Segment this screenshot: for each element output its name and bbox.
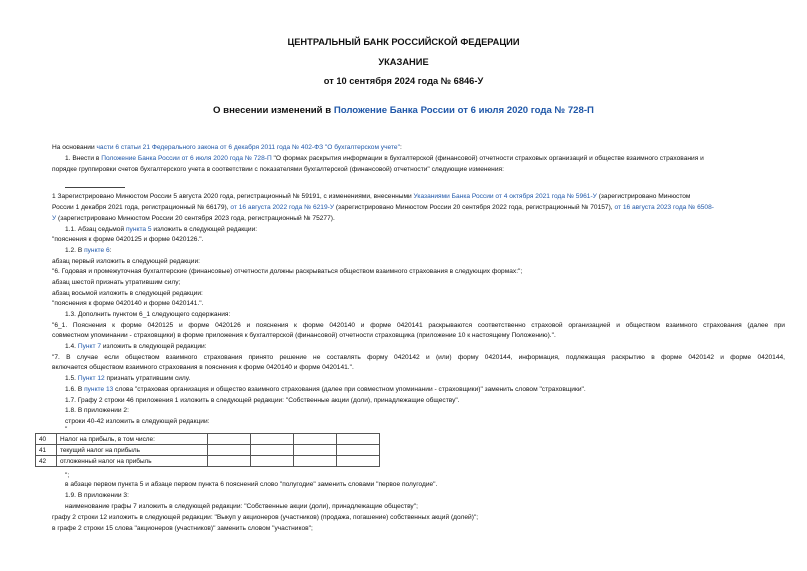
footnote-text: 1 Зарегистрировано Минюстом России 5 августа 2020 года, регистрационный № 59191, с изменениями, внесенными [52, 193, 414, 200]
item-1-9-a: наименование графы 7 изложить в следующей редакции: "Собственные акции (доли), принадлежащие обществу"; [65, 503, 418, 510]
empty-cell [208, 456, 251, 467]
item-1-2-a: абзац первый изложить в следующей редакции: [52, 258, 200, 265]
empty-cell [251, 456, 294, 467]
empty-cell [337, 456, 380, 467]
item-1-line-2: порядке группировки счетов бухгалтерского учета в соответствии с показателями бухгалтерской (финансовой) отчетности" следующие изменения: [52, 166, 504, 173]
point-7-link[interactable]: Пункт 7 [77, 343, 101, 350]
item-1-4 [65, 341, 785, 352]
footnote-line-3 [52, 213, 772, 224]
item-1-5-text: признать утратившим силу. [104, 375, 191, 382]
item-1-8-b: в абзаце первом пункта 5 и абзаце первом пункта 6 пояснений слово "полугодие" заменить словами "первое полугодие". [65, 481, 438, 488]
item-1-2 [65, 245, 785, 256]
regulation-link[interactable]: Положение Банка России от 6 июля 2020 года № 728-П [101, 155, 272, 162]
item-1-4-num: 1.4. [65, 343, 78, 350]
item-1-5 [65, 373, 785, 384]
item-1-3-quote-2: совместном упоминании - страховщики) в форме приложения к бухгалтерской (финансовой) отчетности страховщика (приложение 10 к настоящему Положению).". [52, 332, 556, 339]
footnote-link-1[interactable]: Указаниями Банка России от 4 октября 2021 года № 5961-У [413, 193, 597, 200]
footnote-text-4: (зарегистрировано Минюстом России 20 сентября 2023 года, регистрационный № 75277). [56, 215, 335, 222]
item-1-text: 1. Внести в [65, 155, 102, 162]
item-1-1-text-cont: изложить в следующей редакции: [151, 226, 258, 233]
item-1-6-text: слова "страховая организация и общество взаимного страхования (далее при совместном упоминании - страховщики)" заменить словом "страховщики". [113, 386, 586, 393]
document-date: от 10 сентября 2024 года № 6846-У [323, 76, 484, 86]
title-prefix: О внесении изменений в [213, 105, 334, 116]
point-5-link[interactable]: пункта 5 [125, 226, 152, 233]
empty-cell [251, 445, 294, 456]
item-1-4-text: изложить в следующей редакции: [101, 343, 207, 350]
item-1-line-1 [65, 153, 785, 164]
item-1-9-b: графу 2 строки 12 изложить в следующей редакции: "Выкуп у акционеров (участников) (продажа, погашение) собственных акций (долей)"; [52, 514, 479, 521]
item-1-2-d: абзац восьмой изложить в следующей редакции: [52, 290, 203, 297]
item-1-2-e: "пояснения к форме 0420140 и форме 0420141.". [52, 300, 204, 307]
basis-paragraph [52, 142, 772, 153]
title-link[interactable]: Положение Банка России от 6 июля 2020 года № 728-П [333, 105, 594, 116]
point-6-link[interactable]: пункте 6 [84, 247, 110, 254]
row-number: 42 [36, 456, 57, 467]
row-number: 41 [36, 445, 57, 456]
point-12-link[interactable]: Пункт 12 [77, 375, 105, 382]
item-1-2-b: "6. Годовая и промежуточная бухгалтерские (финансовые) отчетности должны раскрываться обществом взаимного страхования в следующих формах:"; [52, 268, 523, 275]
table-row [36, 456, 380, 467]
item-1-8-a: строки 40-42 изложить в следующей редакции: [65, 418, 210, 425]
empty-cell [294, 445, 337, 456]
item-1-6 [65, 384, 785, 395]
footnote-text-cont: (зарегистрировано Минюстом [596, 193, 691, 200]
item-1-4-quote-1: "7. В случае если обществом взаимного страхования принято решение не составлять форму 0420142 и (или) форму 0420144, информация, подлежащая раскрытию в форме 0420142 и форме 0420144, [52, 354, 785, 361]
point-13-link[interactable]: пункте 13 [84, 386, 114, 393]
basis-text: На основании [52, 144, 97, 151]
basis-end: : [399, 144, 402, 151]
table-row [36, 434, 380, 445]
document-title [0, 105, 807, 116]
footnote-link-3-end[interactable]: У [52, 215, 57, 222]
empty-cell [208, 445, 251, 456]
item-1-3-quote-1: "6_1. Пояснения к форме 0420125 и форме 0420126 и пояснения к форме 0420140 и форме 0420141 раскрываются соответственно страховой организацией и обществом взаимного страхования (далее при [52, 322, 785, 329]
empty-cell [294, 434, 337, 445]
document-type: УКАЗАНИЕ [378, 57, 429, 67]
row-label: Налог на прибыль, в том числе: [57, 434, 208, 445]
footnote-text-2: России 1 декабря 2021 года, регистрационный № 66179), [52, 204, 231, 211]
footnote-link-3[interactable]: от 16 августа 2023 года № 6508- [614, 204, 714, 211]
item-1-5-num: 1.5. [65, 375, 78, 382]
footnote-line-1 [52, 191, 772, 202]
row-label: отложенный налог на прибыль [57, 456, 208, 467]
quote-close: "; [65, 472, 70, 479]
item-1-text-cont: "О формах раскрытия информации в бухгалтерской (финансовой) отчетности страховых организаций и обществе взаимного страхования и [271, 155, 704, 162]
law-link[interactable]: части 6 статьи 21 Федерального закона от 6 декабря 2011 года № 402-ФЗ "О бухгалтерском учете" [96, 144, 400, 151]
footnote-line-2 [52, 202, 772, 213]
item-1-1-quote: "пояснения к форме 0420125 и форме 0420126.". [52, 236, 204, 243]
item-1-1-text: 1.1. Абзац седьмой [65, 226, 126, 233]
issuer-title: ЦЕНТРАЛЬНЫЙ БАНК РОССИЙСКОЙ ФЕДЕРАЦИИ [287, 37, 520, 47]
item-1-2-text: 1.2. В [65, 247, 85, 254]
row-number: 40 [36, 434, 57, 445]
item-1-6-num: 1.6. В [65, 386, 85, 393]
item-1-2-c: абзац шестой признать утратившим силу; [52, 279, 181, 286]
empty-cell [294, 456, 337, 467]
empty-cell [208, 434, 251, 445]
empty-cell [337, 434, 380, 445]
rows-40-42-table [35, 433, 380, 467]
item-1-3: 1.3. Дополнить пунктом 6_1 следующего содержания: [65, 311, 231, 318]
table-row [36, 445, 380, 456]
item-1-2-colon: : [109, 247, 112, 254]
item-1-9: 1.9. В приложении 3: [65, 492, 129, 499]
empty-cell [337, 445, 380, 456]
footnote-divider [65, 187, 125, 188]
item-1-8: 1.8. В приложении 2: [65, 407, 129, 414]
item-1-4-quote-2: включается обществом взаимного страхования в пояснения к форме 0420140 и форме 0420141.". [52, 364, 354, 371]
empty-cell [251, 434, 294, 445]
item-1-7: 1.7. Графу 2 строки 46 приложения 1 изложить в следующей редакции: "Собственные акции (доли), принадлежащие обществу". [65, 397, 460, 404]
row-label: текущий налог на прибыль [57, 445, 208, 456]
footnote-link-2[interactable]: от 16 августа 2022 года № 6219-У [230, 204, 335, 211]
quote-open: " [65, 426, 68, 433]
item-1-9-c: в графе 2 строки 15 слова "акционеров (участников)" заменить словом "участников"; [52, 525, 313, 532]
footnote-text-3: (зарегистрировано Минюстом России 20 сентября 2022 года, регистрационный № 70157), [334, 204, 615, 211]
